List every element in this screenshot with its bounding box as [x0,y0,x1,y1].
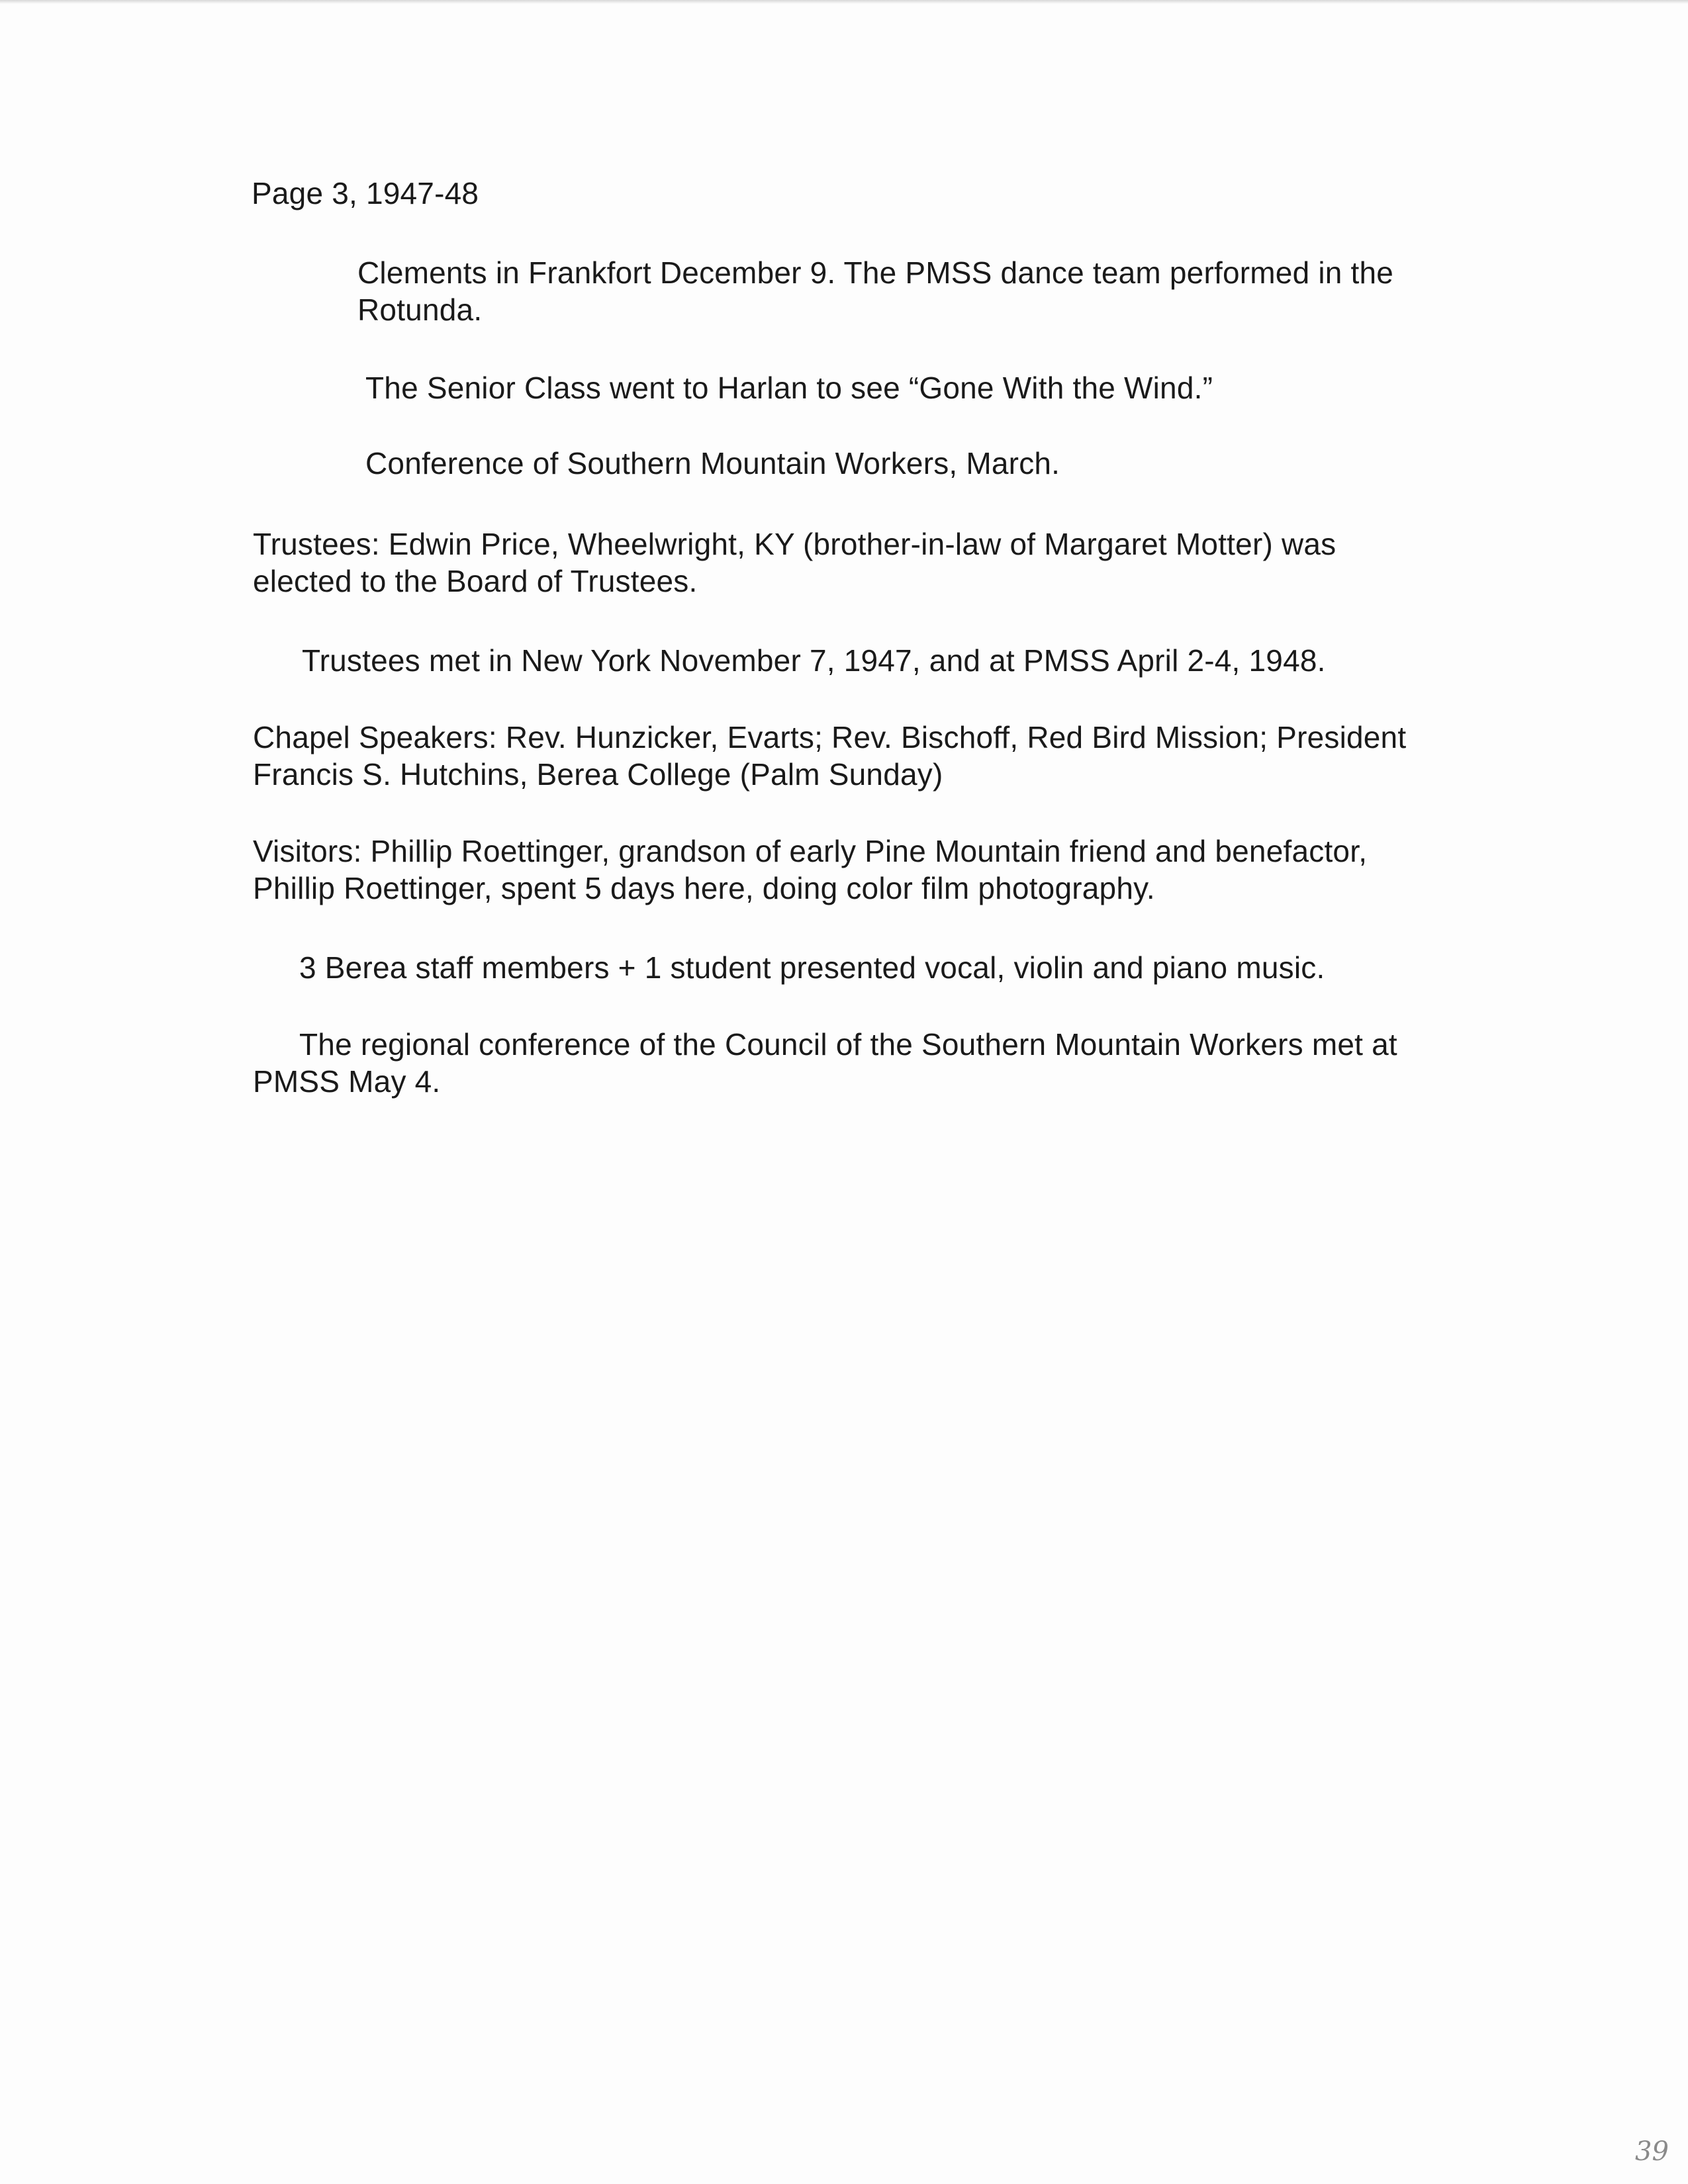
paragraph-conference-march: Conference of Southern Mountain Workers, March. [365,446,1060,480]
paragraph-regional-conference-line-1: The regional conference of the Council of the Southern Mountain Workers met at [299,1027,1397,1062]
paragraph-regional-conference-line-2: PMSS May 4. [253,1064,441,1099]
paragraph-senior-class: The Senior Class went to Harlan to see “Gone With the Wind.” [365,371,1213,405]
paragraph-clements-line-1: Clements in Frankfort December 9. The PMSS dance team performed in the [357,255,1394,290]
paragraph-trustees-line-2: elected to the Board of Trustees. [253,564,698,598]
paragraph-clements-line-2: Rotunda. [357,293,483,327]
page-top-edge [0,0,1688,4]
paragraph-chapel-speakers-line-2: Francis S. Hutchins, Berea College (Palm Sunday) [253,757,943,792]
paragraph-visitors-line-1: Visitors: Phillip Roettinger, grandson of early Pine Mountain friend and benefactor, [253,834,1368,868]
page-header: Page 3, 1947-48 [252,176,479,210]
paragraph-chapel-speakers-line-1: Chapel Speakers: Rev. Hunzicker, Evarts; Rev. Bischoff, Red Bird Mission; President [253,720,1407,754]
paragraph-trustees-met: Trustees met in New York November 7, 1947, and at PMSS April 2-4, 1948. [302,643,1326,678]
paragraph-berea-staff: 3 Berea staff members + 1 student presented vocal, violin and piano music. [299,950,1325,985]
paragraph-trustees-line-1: Trustees: Edwin Price, Wheelwright, KY (brother-in-law of Margaret Motter) was [253,527,1336,561]
handwritten-page-number: 39 [1635,2136,1669,2167]
paragraph-visitors-line-2: Phillip Roettinger, spent 5 days here, doing color film photography. [253,871,1155,905]
